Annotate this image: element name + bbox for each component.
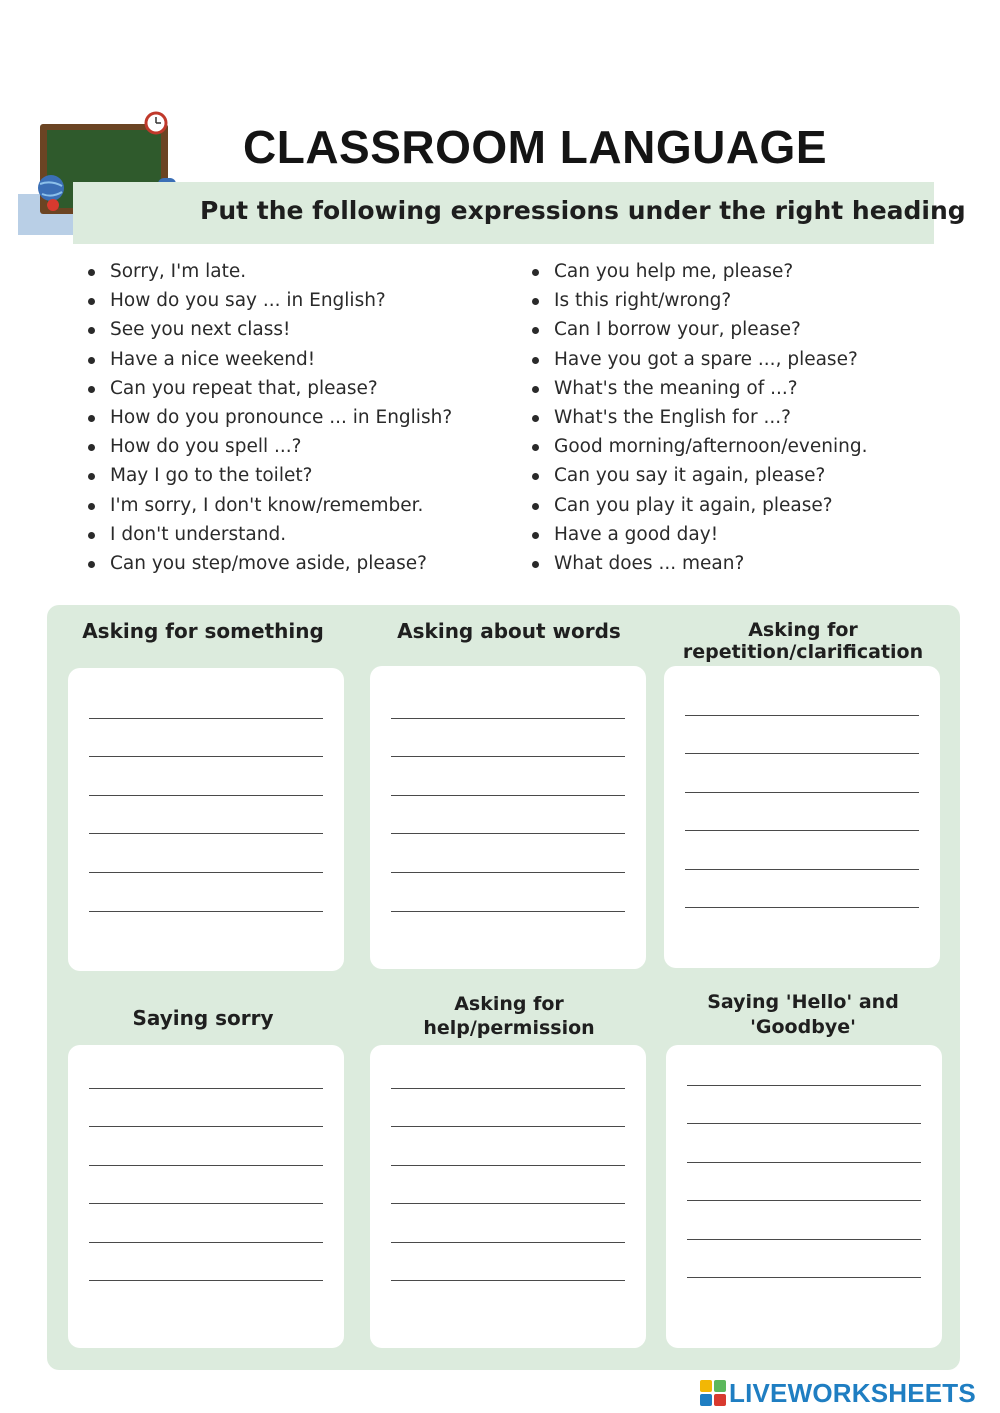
- answer-line[interactable]: [391, 1126, 625, 1127]
- apple-icon: [47, 199, 59, 211]
- answer-line[interactable]: [687, 1239, 921, 1240]
- category-heading-asking-for-something: Asking for something: [82, 619, 324, 643]
- answer-line[interactable]: [89, 872, 323, 873]
- answer-line[interactable]: [391, 795, 625, 796]
- page-title: CLASSROOM LANGUAGE: [243, 121, 827, 173]
- answer-line[interactable]: [391, 1280, 625, 1281]
- answer-line[interactable]: [89, 1280, 323, 1281]
- category-heading-saying-hello-goodbye: Saying 'Hello' and 'Goodbye': [707, 991, 899, 1038]
- expression-item[interactable]: What's the meaning of ...?: [532, 374, 972, 403]
- answer-line[interactable]: [89, 756, 323, 757]
- expression-item[interactable]: What does ... mean?: [532, 549, 972, 578]
- expression-item[interactable]: Sorry, I'm late.: [88, 257, 518, 286]
- answer-line[interactable]: [391, 718, 625, 719]
- expressions-list-left: [88, 257, 518, 578]
- answer-line[interactable]: [89, 795, 323, 796]
- answer-line[interactable]: [685, 792, 919, 793]
- expression-item[interactable]: Can you help me, please?: [532, 257, 972, 286]
- category-heading-asking-for-repetition: Asking for repetition/clarification: [682, 619, 924, 663]
- answer-line[interactable]: [391, 1165, 625, 1166]
- category-heading-asking-for-help: Asking for help/permission: [423, 993, 595, 1039]
- globe-icon: [38, 175, 64, 201]
- category-heading-saying-sorry: Saying sorry: [132, 1006, 274, 1030]
- expression-item[interactable]: Can you step/move aside, please?: [88, 549, 518, 578]
- instructions: Put the following expressions under the right heading: [200, 196, 966, 225]
- expression-item[interactable]: I'm sorry, I don't know/remember.: [88, 491, 518, 520]
- answer-line[interactable]: [89, 1242, 323, 1243]
- answer-line[interactable]: [685, 830, 919, 831]
- answer-line[interactable]: [391, 756, 625, 757]
- answer-line[interactable]: [391, 1203, 625, 1204]
- expression-item[interactable]: Can you say it again, please?: [532, 461, 972, 490]
- expression-item[interactable]: Have a nice weekend!: [88, 345, 518, 374]
- answer-line[interactable]: [89, 1126, 323, 1127]
- answer-line[interactable]: [391, 911, 625, 912]
- answer-line[interactable]: [391, 833, 625, 834]
- answer-line[interactable]: [89, 1165, 323, 1166]
- expression-item[interactable]: I don't understand.: [88, 520, 518, 549]
- liveworksheets-logo-icon: [700, 1380, 726, 1406]
- expressions-list-right: [532, 257, 972, 578]
- answer-box-saying-hello-goodbye[interactable]: [666, 1045, 942, 1348]
- answer-line[interactable]: [685, 715, 919, 716]
- expression-item[interactable]: How do you spell ...?: [88, 432, 518, 461]
- answer-line[interactable]: [687, 1162, 921, 1163]
- answer-line[interactable]: [687, 1277, 921, 1278]
- expression-item[interactable]: How do you say ... in English?: [88, 286, 518, 315]
- expression-item[interactable]: Have you got a spare ..., please?: [532, 345, 972, 374]
- expression-item[interactable]: Can you play it again, please?: [532, 491, 972, 520]
- answer-line[interactable]: [89, 833, 323, 834]
- expression-item[interactable]: Can you repeat that, please?: [88, 374, 518, 403]
- answer-line[interactable]: [89, 1088, 323, 1089]
- expression-item[interactable]: May I go to the toilet?: [88, 461, 518, 490]
- answer-line[interactable]: [687, 1200, 921, 1201]
- answer-box-asking-for-help[interactable]: [370, 1045, 646, 1348]
- answer-line[interactable]: [687, 1085, 921, 1086]
- answer-line[interactable]: [687, 1123, 921, 1124]
- answer-box-asking-for-something[interactable]: [68, 668, 344, 971]
- expression-item[interactable]: Is this right/wrong?: [532, 286, 972, 315]
- answer-line[interactable]: [685, 753, 919, 754]
- answer-line[interactable]: [685, 869, 919, 870]
- answer-line[interactable]: [89, 718, 323, 719]
- answer-line[interactable]: [89, 911, 323, 912]
- answer-box-asking-about-words[interactable]: [370, 666, 646, 969]
- expression-item[interactable]: Have a good day!: [532, 520, 972, 549]
- liveworksheets-branding[interactable]: [700, 1376, 995, 1410]
- answer-line[interactable]: [391, 872, 625, 873]
- answer-box-saying-sorry[interactable]: [68, 1045, 344, 1348]
- expression-item[interactable]: What's the English for ...?: [532, 403, 972, 432]
- answer-line[interactable]: [391, 1088, 625, 1089]
- answer-line[interactable]: [685, 907, 919, 908]
- expression-item[interactable]: Good morning/afternoon/evening.: [532, 432, 972, 461]
- category-heading-asking-about-words: Asking about words: [397, 619, 621, 643]
- answer-box-asking-for-repetition[interactable]: [664, 666, 940, 968]
- answer-line[interactable]: [89, 1203, 323, 1204]
- expression-item[interactable]: See you next class!: [88, 315, 518, 344]
- expression-item[interactable]: How do you pronounce ... in English?: [88, 403, 518, 432]
- expression-item[interactable]: Can I borrow your, please?: [532, 315, 972, 344]
- answer-line[interactable]: [391, 1242, 625, 1243]
- brand-text: LIVEWORKSHEETS: [729, 1377, 976, 1408]
